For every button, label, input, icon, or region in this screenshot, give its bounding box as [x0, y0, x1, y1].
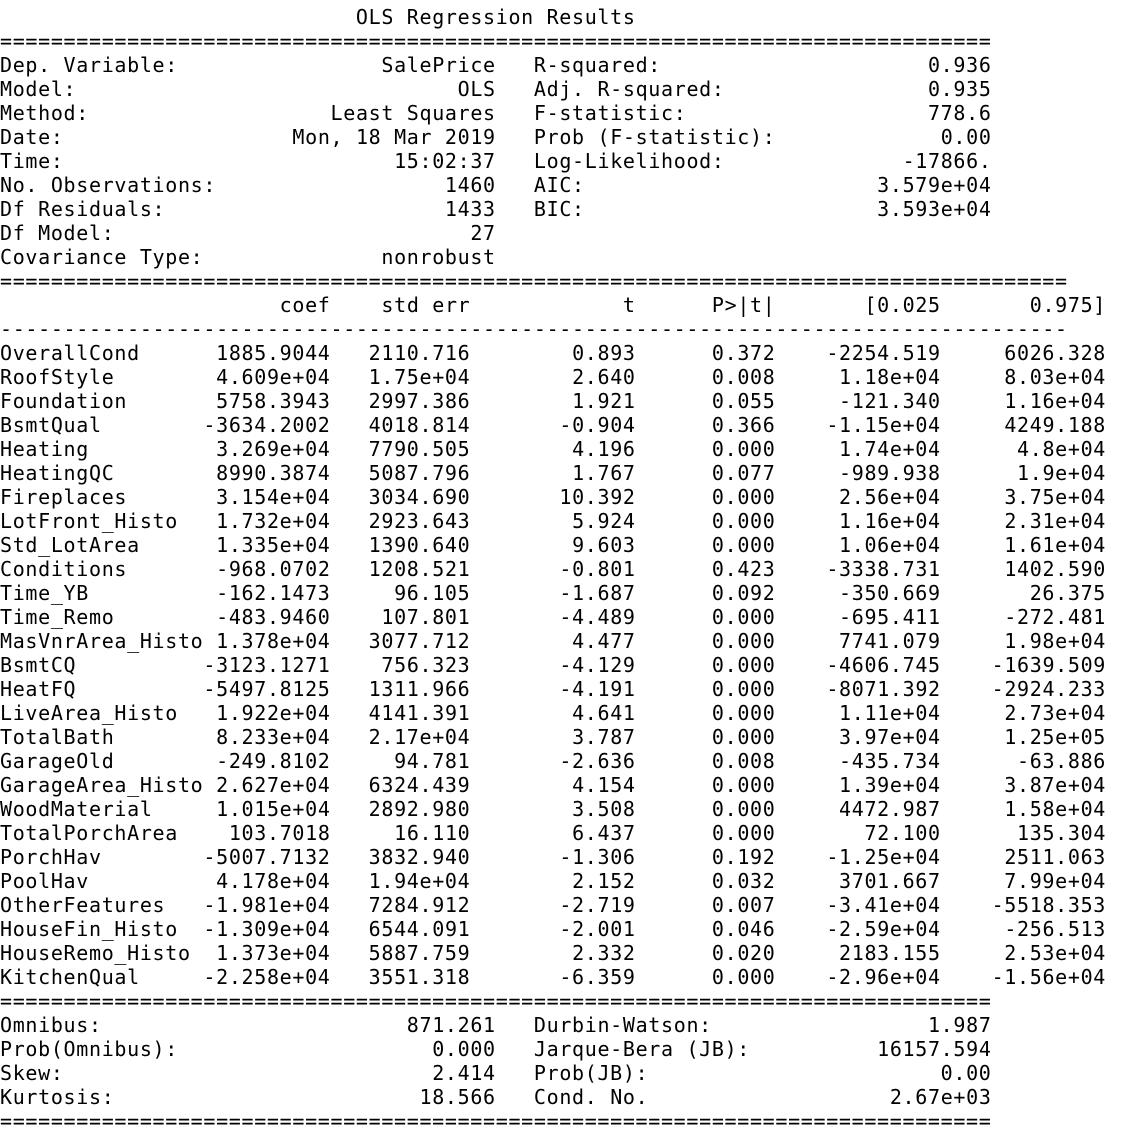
diagnostic-value: 2.414 — [432, 1061, 496, 1085]
coef-cell: 1.58e+04 — [1004, 797, 1107, 821]
coef-cell: 5758.3943 — [216, 389, 331, 413]
coef-cell: 2183.155 — [839, 941, 941, 965]
coef-cell: 1.11e+04 — [839, 701, 941, 725]
coef-variable-name: HouseFin_Histo — [0, 917, 178, 941]
coef-cell: 8990.3874 — [216, 461, 331, 485]
coef-variable-name: HeatFQ — [0, 677, 77, 701]
coef-table-row — [0, 581, 1106, 605]
coef-cell: 4.178e+04 — [216, 869, 331, 893]
diagnostic-value: 16157.594 — [877, 1037, 992, 1061]
coef-table-row — [0, 701, 1106, 725]
coef-cell: 0.000 — [711, 677, 776, 701]
coef-cell: 5087.796 — [368, 461, 471, 485]
coef-cell: 135.304 — [1017, 821, 1107, 845]
diagnostic-label: Durbin-Watson: — [533, 1013, 712, 1037]
coef-table-row — [0, 749, 1106, 773]
coef-table-row — [0, 413, 1106, 437]
summary-label: Log-Likelihood: — [533, 149, 725, 173]
coef-cell: 0.893 — [572, 341, 636, 365]
coef-cell: 1885.9044 — [216, 341, 331, 365]
summary-label: Covariance Type: — [0, 245, 204, 269]
coef-variable-name: BsmtQual — [0, 413, 102, 437]
coef-cell: 4249.188 — [1004, 413, 1107, 437]
summary-label: Prob (F-statistic): — [533, 125, 776, 149]
diagnostic-value: 871.261 — [406, 1013, 496, 1037]
coef-cell: 5887.759 — [368, 941, 471, 965]
coef-cell: 1.25e+05 — [1004, 725, 1106, 749]
coef-variable-name: WoodMaterial — [0, 797, 153, 821]
coef-variable-name: TotalBath — [0, 725, 115, 749]
coef-variable-name: Conditions — [0, 557, 128, 581]
coef-cell: 5.924 — [572, 509, 636, 533]
summary-label: BIC: — [533, 197, 585, 221]
summary-value: OLS — [457, 77, 496, 101]
coef-cell: 1.98e+04 — [1004, 629, 1106, 653]
coef-variable-name: HeatingQC — [0, 461, 115, 485]
coef-cell: 2.31e+04 — [1004, 509, 1107, 533]
separator-coef-header: ------------------------------------------------------------------------------------ — [0, 317, 1068, 341]
coef-cell: -2.001 — [559, 917, 636, 941]
coef-cell: 103.7018 — [228, 821, 331, 845]
summary-value: Least Squares — [330, 101, 496, 125]
coef-variable-name: GarageOld — [0, 749, 115, 773]
coef-cell: 1.335e+04 — [216, 533, 331, 557]
coef-cell: -2.636 — [559, 749, 636, 773]
coef-cell: -2924.233 — [991, 677, 1107, 701]
coef-table-row — [0, 893, 1106, 917]
coef-cell: 1.74e+04 — [839, 437, 941, 461]
coef-cell: 1402.590 — [1004, 557, 1107, 581]
coef-cell: 3.269e+04 — [216, 437, 331, 461]
coef-cell: -0.801 — [559, 557, 636, 581]
report-title — [0, 5, 1106, 29]
summary-row — [0, 221, 1106, 245]
diagnostic-value: 18.566 — [419, 1085, 496, 1109]
summary-label: AIC: — [533, 173, 585, 197]
coef-cell: 0.020 — [711, 941, 776, 965]
coef-cell: 0.000 — [711, 437, 776, 461]
coef-cell: 2.73e+04 — [1004, 701, 1107, 725]
diagnostic-value: 0.000 — [432, 1037, 496, 1061]
coef-cell: -0.904 — [559, 413, 636, 437]
coef-cell: -1.309e+04 — [203, 917, 331, 941]
coef-cell: 2.152 — [572, 869, 636, 893]
coef-cell: 9.603 — [572, 533, 636, 557]
coef-cell: 6.437 — [572, 821, 636, 845]
diagnostic-label: Prob(JB): — [533, 1061, 649, 1085]
coef-cell: 3.787 — [572, 725, 636, 749]
coef-cell: 0.008 — [711, 365, 776, 389]
coef-cell: 2.53e+04 — [1004, 941, 1106, 965]
coef-cell: -695.411 — [839, 605, 941, 629]
coef-table-row — [0, 725, 1106, 749]
summary-row — [0, 125, 1106, 149]
coef-cell: 6324.439 — [368, 773, 471, 797]
coef-cell: 0.032 — [711, 869, 776, 893]
summary-value: nonrobust — [381, 245, 496, 269]
coef-variable-name: MasVnrArea_Histo — [0, 629, 204, 653]
coef-variable-name: Fireplaces — [0, 485, 128, 509]
summary-value: 0.936 — [927, 53, 992, 77]
summary-value: 778.6 — [927, 101, 992, 125]
coef-cell: -968.0702 — [216, 557, 331, 581]
summary-value: 3.593e+04 — [877, 197, 992, 221]
coef-table-row — [0, 821, 1106, 845]
coef-variable-name: TotalPorchArea — [0, 821, 178, 845]
coef-cell: 0.192 — [711, 845, 776, 869]
coef-variable-name: OtherFeatures — [0, 893, 166, 917]
coef-table-row — [0, 797, 1106, 821]
coef-table-row — [0, 389, 1106, 413]
coef-cell: -4.191 — [559, 677, 636, 701]
coef-cell: 0.000 — [711, 509, 776, 533]
coef-cell: 4.154 — [572, 773, 636, 797]
coef-cell: -2.96e+04 — [826, 965, 941, 989]
diagnostic-row — [0, 1037, 1106, 1061]
diagnostic-row — [0, 1085, 1106, 1109]
coef-cell: 0.007 — [711, 893, 776, 917]
summary-label: R-squared: — [533, 53, 662, 77]
summary-label: Dep. Variable: — [0, 53, 178, 77]
coef-cell: 0.366 — [711, 413, 776, 437]
coef-table-row — [0, 965, 1106, 989]
coef-variable-name: Foundation — [0, 389, 128, 413]
summary-value: Mon, 18 Mar 2019 — [292, 125, 496, 149]
coef-table-row — [0, 437, 1106, 461]
coef-table-row — [0, 629, 1106, 653]
coef-cell: 2.56e+04 — [839, 485, 941, 509]
coef-cell: 0.000 — [711, 797, 776, 821]
coef-table-row — [0, 365, 1106, 389]
summary-row — [0, 245, 1106, 269]
coef-cell: 2892.980 — [368, 797, 471, 821]
coef-table-row — [0, 509, 1106, 533]
coef-cell: -1.687 — [559, 581, 636, 605]
coef-cell: -6.359 — [559, 965, 636, 989]
coef-cell: 6026.328 — [1004, 341, 1106, 365]
coef-cell: 6544.091 — [368, 917, 471, 941]
coef-cell: 1.378e+04 — [216, 629, 331, 653]
coef-cell: -3634.2002 — [203, 413, 331, 437]
coef-cell: -3338.731 — [826, 557, 941, 581]
coef-cell: 4141.391 — [368, 701, 471, 725]
coef-cell: 3077.712 — [368, 629, 471, 653]
coef-cell: 1.16e+04 — [839, 509, 941, 533]
coef-cell: -4.489 — [559, 605, 636, 629]
summary-value: 0.935 — [927, 77, 992, 101]
coef-cell: 1.39e+04 — [839, 773, 941, 797]
coef-variable-name: PoolHav — [0, 869, 89, 893]
coef-cell: -4606.745 — [826, 653, 941, 677]
coef-variable-name: BsmtCQ — [0, 653, 77, 677]
coef-table-row — [0, 677, 1106, 701]
coef-cell: 10.392 — [559, 485, 636, 509]
coef-cell: -1.981e+04 — [203, 893, 331, 917]
separator-coef-bottom: ============================================================================== — [0, 989, 992, 1013]
coef-table-row — [0, 941, 1106, 965]
coef-cell: 4.609e+04 — [216, 365, 331, 389]
coef-cell: 3.75e+04 — [1004, 485, 1107, 509]
summary-row — [0, 101, 1106, 125]
coef-cell: -1.306 — [559, 845, 636, 869]
coef-cell: -1639.509 — [991, 653, 1107, 677]
coef-cell: 7741.079 — [839, 629, 941, 653]
coef-cell: -2254.519 — [826, 341, 941, 365]
coef-cell: 0.000 — [711, 773, 776, 797]
coef-cell: 2511.063 — [1004, 845, 1107, 869]
coef-table-row — [0, 869, 1106, 893]
coef-cell: 0.423 — [711, 557, 776, 581]
separator-bottom: ============================================================================== — [0, 1109, 992, 1133]
coef-column-header: [0.025 — [864, 293, 941, 317]
coef-cell: 96.105 — [394, 581, 471, 605]
summary-label: Time: — [0, 149, 64, 173]
coef-cell: 1.18e+04 — [839, 365, 941, 389]
summary-label: No. Observations: — [0, 173, 217, 197]
coef-cell: 7790.505 — [368, 437, 471, 461]
coef-cell: -2.719 — [559, 893, 636, 917]
summary-row — [0, 53, 1106, 77]
coef-variable-name: OverallCond — [0, 341, 140, 365]
ols-regression-report — [0, 5, 1106, 1133]
coef-cell: 0.000 — [711, 629, 776, 653]
coef-cell: 0.000 — [711, 653, 776, 677]
diagnostic-row — [0, 1061, 1106, 1085]
coef-cell: -5007.7132 — [203, 845, 331, 869]
coef-cell: 0.000 — [711, 485, 776, 509]
coef-cell: -989.938 — [839, 461, 941, 485]
coef-cell: 107.801 — [381, 605, 471, 629]
diagnostic-label: Omnibus: — [0, 1013, 102, 1037]
coef-column-header: std err — [381, 293, 471, 317]
coef-column-header: coef — [279, 293, 331, 317]
coef-cell: 0.046 — [711, 917, 776, 941]
coef-cell: -4.129 — [559, 653, 636, 677]
coef-cell: 8.03e+04 — [1004, 365, 1106, 389]
coef-cell: 1.767 — [572, 461, 636, 485]
coef-cell: 72.100 — [864, 821, 941, 845]
coef-cell: 4472.987 — [839, 797, 941, 821]
coef-variable-name: RoofStyle — [0, 365, 115, 389]
coef-cell: 3.87e+04 — [1004, 773, 1106, 797]
coef-table-row — [0, 845, 1106, 869]
coef-variable-name: Time_YB — [0, 581, 89, 605]
coef-cell: 4018.814 — [368, 413, 471, 437]
coef-cell: 0.372 — [711, 341, 776, 365]
summary-value: -17866. — [902, 149, 992, 173]
coef-table-row — [0, 653, 1106, 677]
summary-label: Date: — [0, 125, 64, 149]
coef-cell: -3.41e+04 — [826, 893, 941, 917]
coef-cell: 4.196 — [572, 437, 636, 461]
summary-label: Model: — [0, 77, 77, 101]
coef-cell: 1.373e+04 — [216, 941, 331, 965]
coef-cell: -272.481 — [1004, 605, 1106, 629]
coef-cell: 0.000 — [711, 533, 776, 557]
summary-value: 1433 — [444, 197, 496, 221]
report-title-text: OLS Regression Results — [355, 5, 636, 29]
coef-cell: 4.8e+04 — [1017, 437, 1106, 461]
coef-cell: 1.06e+04 — [839, 533, 941, 557]
coef-cell: -350.669 — [839, 581, 941, 605]
coef-cell: 0.008 — [711, 749, 776, 773]
coef-cell: 0.055 — [711, 389, 776, 413]
coef-column-header: P>|t| — [711, 293, 776, 317]
coef-cell: 16.110 — [394, 821, 471, 845]
coef-table-row — [0, 917, 1106, 941]
coef-cell: 3034.690 — [368, 485, 471, 509]
summary-value: 27 — [470, 221, 496, 245]
coef-cell: -8071.392 — [826, 677, 941, 701]
coef-cell: 0.000 — [711, 965, 776, 989]
coef-cell: 2.17e+04 — [368, 725, 471, 749]
diagnostic-label: Cond. No. — [533, 1085, 649, 1109]
diagnostic-label: Skew: — [0, 1061, 64, 1085]
diagnostic-row — [0, 1013, 1106, 1037]
coef-table-row — [0, 485, 1106, 509]
summary-value: 0.00 — [940, 125, 992, 149]
coef-cell: 2110.716 — [368, 341, 471, 365]
coef-cell: 1.9e+04 — [1017, 461, 1106, 485]
coef-cell: -249.8102 — [216, 749, 331, 773]
summary-row — [0, 197, 1106, 221]
coef-table-row — [0, 461, 1106, 485]
diagnostic-label: Jarque-Bera (JB): — [533, 1037, 750, 1061]
summary-row — [0, 173, 1106, 197]
summary-label: Adj. R-squared: — [533, 77, 725, 101]
coef-cell: 756.323 — [381, 653, 471, 677]
coef-cell: 1.94e+04 — [368, 869, 471, 893]
coef-cell: 0.000 — [711, 725, 776, 749]
summary-label: Df Model: — [0, 221, 115, 245]
coef-cell: 1.922e+04 — [216, 701, 331, 725]
coef-variable-name: LotFront_Histo — [0, 509, 178, 533]
coef-cell: 0.092 — [711, 581, 776, 605]
coef-variable-name: HouseRemo_Histo — [0, 941, 191, 965]
coef-cell: 26.375 — [1029, 581, 1106, 605]
summary-label: Df Residuals: — [0, 197, 166, 221]
coef-variable-name: PorchHav — [0, 845, 102, 869]
coef-cell: -2.59e+04 — [826, 917, 941, 941]
coef-header-row — [0, 293, 1106, 317]
summary-value: 3.579e+04 — [877, 173, 992, 197]
summary-label: Method: — [0, 101, 89, 125]
coef-table-row — [0, 533, 1106, 557]
coef-cell: 2.332 — [572, 941, 636, 965]
coef-cell: 1.75e+04 — [368, 365, 471, 389]
separator-coef-top: ==================================================================================== — [0, 269, 1068, 293]
summary-value: 15:02:37 — [394, 149, 496, 173]
coef-cell: 1.16e+04 — [1004, 389, 1107, 413]
coef-cell: -3123.1271 — [203, 653, 331, 677]
diagnostic-value: 0.00 — [940, 1061, 992, 1085]
diagnostic-value: 2.67e+03 — [889, 1085, 992, 1109]
summary-label: F-statistic: — [533, 101, 687, 125]
coef-cell: 2997.386 — [368, 389, 471, 413]
diagnostic-label: Prob(Omnibus): — [0, 1037, 178, 1061]
coef-cell: -121.340 — [839, 389, 941, 413]
coef-cell: 1208.521 — [368, 557, 471, 581]
coef-cell: 4.641 — [572, 701, 636, 725]
coef-column-header: t — [622, 293, 636, 317]
coef-variable-name: Std_LotArea — [0, 533, 140, 557]
coef-cell: 1311.966 — [368, 677, 471, 701]
coef-table-row — [0, 341, 1106, 365]
coef-table-row — [0, 605, 1106, 629]
coef-cell: 1.61e+04 — [1004, 533, 1106, 557]
coef-variable-name: LiveArea_Histo — [0, 701, 178, 725]
coef-cell: 4.477 — [572, 629, 636, 653]
coef-column-header: 0.975] — [1029, 293, 1107, 317]
coef-variable-name: KitchenQual — [0, 965, 140, 989]
coef-cell: -63.886 — [1017, 749, 1106, 773]
coef-cell: 3832.940 — [368, 845, 471, 869]
coef-cell: -483.9460 — [216, 605, 331, 629]
coef-cell: 0.000 — [711, 605, 776, 629]
diagnostic-value: 1.987 — [927, 1013, 992, 1037]
coef-cell: -2.258e+04 — [203, 965, 331, 989]
coef-cell: -1.56e+04 — [991, 965, 1106, 989]
coef-cell: 94.781 — [394, 749, 471, 773]
coef-cell: 1.015e+04 — [216, 797, 331, 821]
summary-value: 1460 — [444, 173, 496, 197]
coef-cell: 3.154e+04 — [216, 485, 331, 509]
coef-variable-name: GarageArea_Histo — [0, 773, 204, 797]
coef-cell: 2.627e+04 — [216, 773, 331, 797]
coef-cell: 0.000 — [711, 701, 776, 725]
separator-top: ============================================================================== — [0, 29, 992, 53]
coef-variable-name: Time_Remo — [0, 605, 115, 629]
coef-cell: -1.15e+04 — [826, 413, 941, 437]
coef-cell: -5518.353 — [991, 893, 1106, 917]
coef-cell: -162.1473 — [216, 581, 331, 605]
coef-cell: -5497.8125 — [203, 677, 331, 701]
summary-value: SalePrice — [381, 53, 496, 77]
coef-cell: 3551.318 — [368, 965, 471, 989]
coef-cell: 3.508 — [572, 797, 636, 821]
coef-cell: -1.25e+04 — [826, 845, 941, 869]
coef-cell: 1.921 — [572, 389, 636, 413]
coef-cell: 1390.640 — [368, 533, 471, 557]
coef-table-row — [0, 557, 1106, 581]
coef-cell: 3.97e+04 — [839, 725, 941, 749]
coef-table-row — [0, 773, 1106, 797]
coef-cell: -435.734 — [839, 749, 941, 773]
summary-row — [0, 77, 1106, 101]
coef-variable-name: Heating — [0, 437, 89, 461]
diagnostic-label: Kurtosis: — [0, 1085, 115, 1109]
coef-cell: 7284.912 — [368, 893, 471, 917]
coef-cell: 7.99e+04 — [1004, 869, 1106, 893]
summary-row — [0, 149, 1106, 173]
coef-cell: 8.233e+04 — [216, 725, 331, 749]
coef-cell: 2923.643 — [368, 509, 471, 533]
coef-cell: 3701.667 — [839, 869, 941, 893]
coef-cell: -256.513 — [1004, 917, 1107, 941]
coef-cell: 0.000 — [711, 821, 776, 845]
coef-cell: 1.732e+04 — [216, 509, 331, 533]
coef-cell: 0.077 — [711, 461, 776, 485]
coef-cell: 2.640 — [572, 365, 636, 389]
